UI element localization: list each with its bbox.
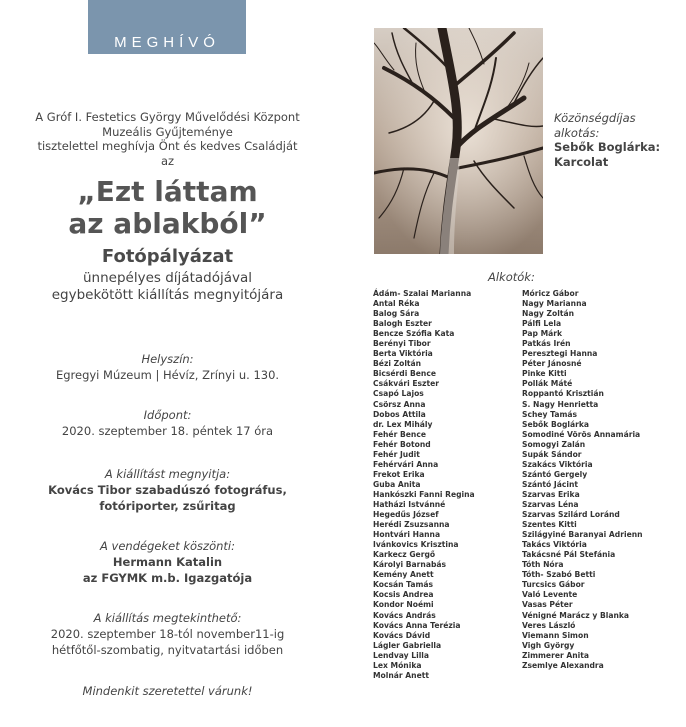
- intro-line: tisztelettel meghívja Önt és kedves Családját: [37, 139, 298, 153]
- creator-name: Kovács András: [373, 610, 436, 620]
- creator-name: Patkás Irén: [522, 339, 571, 349]
- visit-line: hétfőtől-szombatig, nyitvatartási időben: [51, 643, 284, 657]
- creator-name: dr. Lex Mihály: [373, 419, 433, 429]
- invitation-banner: [88, 0, 246, 54]
- creator-name: Hontvári Hanna: [373, 530, 441, 540]
- creator-name: Veres László: [522, 620, 576, 630]
- event-subtitle: Fotópályázat: [101, 246, 234, 267]
- creator-name: Pap Márk: [522, 329, 563, 339]
- creator-name: Lendvay Lilla: [373, 650, 430, 660]
- creator-name: Viemann Simon: [522, 630, 589, 640]
- creator-name: Pollák Máté: [522, 379, 573, 389]
- opening-line: fotóriporter, zsűritag: [99, 499, 236, 513]
- creator-name: Szarvas Szilárd Loránd: [522, 510, 620, 520]
- closing-line: Mindenkit szeretettel várunk!: [82, 684, 253, 698]
- creator-name: Lex Mónika: [373, 660, 422, 670]
- creator-name: Roppantó Krisztián: [522, 389, 604, 399]
- creator-name: Csapó Lajos: [373, 389, 424, 399]
- creator-name: Szarvas Erika: [522, 489, 580, 499]
- visit-label: A kiállítás megtekinthető:: [93, 611, 242, 625]
- creator-name: Vasas Péter: [522, 600, 573, 610]
- creator-name: Nagy Zoltán: [522, 309, 574, 319]
- creator-name: Berényi Tibor: [373, 339, 431, 349]
- creator-name: Szántó Jácint: [522, 479, 579, 489]
- time-value: 2020. szeptember 18. péntek 17 óra: [61, 424, 274, 438]
- creator-name: Pinke Kitti: [522, 369, 567, 379]
- creator-name: Ivánkovics Krisztina: [373, 540, 459, 550]
- event-title: [0, 176, 335, 240]
- creator-name: Schey Tamás: [522, 409, 578, 419]
- creator-name: Szentes Kitti: [522, 520, 577, 530]
- creator-name: Vigh György: [522, 640, 575, 650]
- creator-name: Sebők Boglárka: [522, 419, 590, 429]
- creator-name: Dobos Attila: [373, 409, 426, 419]
- intro-line: az: [160, 153, 175, 168]
- creator-name: Supák Sándor: [522, 449, 582, 459]
- creator-name: Berta Viktória: [373, 349, 433, 359]
- audience-award: [554, 111, 660, 169]
- creator-name: Károlyi Barnabás: [373, 560, 447, 570]
- creator-name: Vénigné Marácz y Blanka: [522, 610, 630, 620]
- closing-text: [0, 683, 335, 699]
- opening-label: A kiállítást megnyitja:: [104, 467, 231, 481]
- creator-name: Péter Jánosné: [522, 359, 582, 369]
- title-line: az ablakból”: [68, 207, 267, 240]
- creator-name: Bicsérdi Bence: [373, 369, 436, 379]
- creator-name: Kovács Anna Terézia: [373, 620, 461, 630]
- creator-name: Móricz Gábor: [522, 289, 579, 298]
- creator-name: Csákvári Eszter: [373, 379, 439, 389]
- visit-line: 2020. szeptember 18-tól november11-ig: [50, 627, 285, 641]
- creator-name: Szántó Gergely: [522, 469, 588, 479]
- visit-section: [0, 610, 335, 658]
- creator-name: Somogyi Zalán: [522, 439, 586, 449]
- creator-name: Fehér Botond: [373, 439, 431, 449]
- award-label: alkotás:: [554, 125, 600, 140]
- creator-name: Zimmerer Anita: [522, 650, 590, 660]
- creator-name: Balog Sára: [373, 309, 420, 319]
- creator-name: Fehér Bence: [373, 429, 426, 439]
- creator-name: Kondor Noémi: [373, 600, 434, 610]
- creator-name: Kovács Dávid: [373, 630, 431, 640]
- creator-name: Kocsis Andrea: [373, 590, 434, 600]
- creator-name: Turcsics Gábor: [522, 580, 585, 590]
- creators-column-1: [373, 289, 475, 681]
- creator-name: Kocsán Tamás: [373, 580, 434, 590]
- creator-name: Szakács Viktória: [522, 459, 593, 469]
- creator-name: S. Nagy Henrietta: [522, 399, 599, 409]
- creator-name: Zsemlye Alexandra: [522, 660, 604, 670]
- creator-name: Somodiné Vörös Annamária: [522, 429, 641, 439]
- creator-name: Antal Réka: [373, 299, 420, 309]
- creator-name: Szilágyiné Baranyai Adrienn: [522, 530, 643, 540]
- subtitle-line: egybekötött kiállítás megnyitójára: [51, 287, 284, 303]
- tree-photo: [374, 28, 543, 254]
- event-subtitle-2: [0, 270, 335, 304]
- banner-title: MEGHÍVÓ: [114, 34, 220, 51]
- creators-column-2: [522, 289, 643, 671]
- title-line: „Ezt láttam: [77, 175, 258, 208]
- creator-name: Szarvas Léna: [522, 499, 579, 509]
- creator-name: Való Levente: [522, 590, 578, 600]
- time-section: [0, 407, 335, 439]
- creator-name: Frekot Erika: [373, 469, 425, 479]
- creator-name: Nagy Marianna: [522, 299, 587, 309]
- subtitle-line: ünnepélyes díjátadójával: [83, 270, 252, 286]
- creator-name: Ádám- Szalai Marianna: [373, 289, 472, 298]
- creator-name: Peresztegi Hanna: [522, 349, 598, 359]
- location-label: Helyszín:: [141, 352, 194, 366]
- greeting-line: Hermann Katalin: [112, 555, 223, 569]
- creator-name: Lágler Gabriella: [373, 640, 442, 650]
- creator-name: Fehér Judit: [373, 449, 420, 459]
- greeting-label: A vendégeket köszönti:: [100, 539, 235, 553]
- time-label: Időpont:: [143, 408, 192, 422]
- location-value: Egregyi Múzeum | Hévíz, Zrínyi u. 130.: [55, 368, 280, 382]
- intro-text: [0, 110, 335, 168]
- creator-name: Bencze Szófia Kata: [373, 329, 455, 339]
- opening-line: Kovács Tibor szabadúszó fotográfus,: [48, 483, 287, 497]
- location-section: [0, 351, 335, 383]
- award-work: Karcolat: [554, 154, 609, 169]
- intro-line: A Gróf I. Festetics György Művelődési Központ: [35, 110, 300, 124]
- creator-name: Tóth- Szabó Betti: [522, 570, 596, 580]
- creator-name: Hatházi Istvánné: [373, 499, 446, 509]
- creator-name: Bézi Zoltán: [373, 359, 422, 369]
- creator-name: Csörsz Anna: [373, 399, 426, 409]
- award-label: Közönségdíjas: [554, 111, 636, 125]
- greeting-section: [0, 538, 335, 586]
- creator-name: Balogh Eszter: [373, 319, 432, 329]
- creator-name: Takács Viktória: [522, 540, 587, 550]
- creator-name: Pálfi Lela: [522, 319, 562, 329]
- creators-heading: Alkotók:: [488, 270, 535, 284]
- creator-name: Tóth Nóra: [522, 560, 564, 570]
- award-winner: Sebők Boglárka:: [554, 140, 661, 154]
- creator-name: Kemény Anett: [373, 570, 434, 580]
- creator-name: Guba Anita: [373, 479, 421, 489]
- creator-name: Hegedűs József: [373, 510, 439, 520]
- creator-name: Hankószki Fanni Regina: [373, 489, 475, 499]
- intro-line: Muzeális Gyűjteménye: [102, 124, 233, 139]
- creator-name: Takácsné Pál Stefánia: [522, 550, 616, 560]
- creator-name: Karkecz Gergő: [373, 550, 436, 560]
- creator-name: Fehérvári Anna: [373, 459, 439, 469]
- creator-name: Herédi Zsuzsanna: [373, 520, 450, 530]
- opening-section: [0, 466, 335, 514]
- creator-name: Molnár Anett: [373, 670, 429, 680]
- greeting-line: az FGYMK m.b. Igazgatója: [82, 571, 253, 585]
